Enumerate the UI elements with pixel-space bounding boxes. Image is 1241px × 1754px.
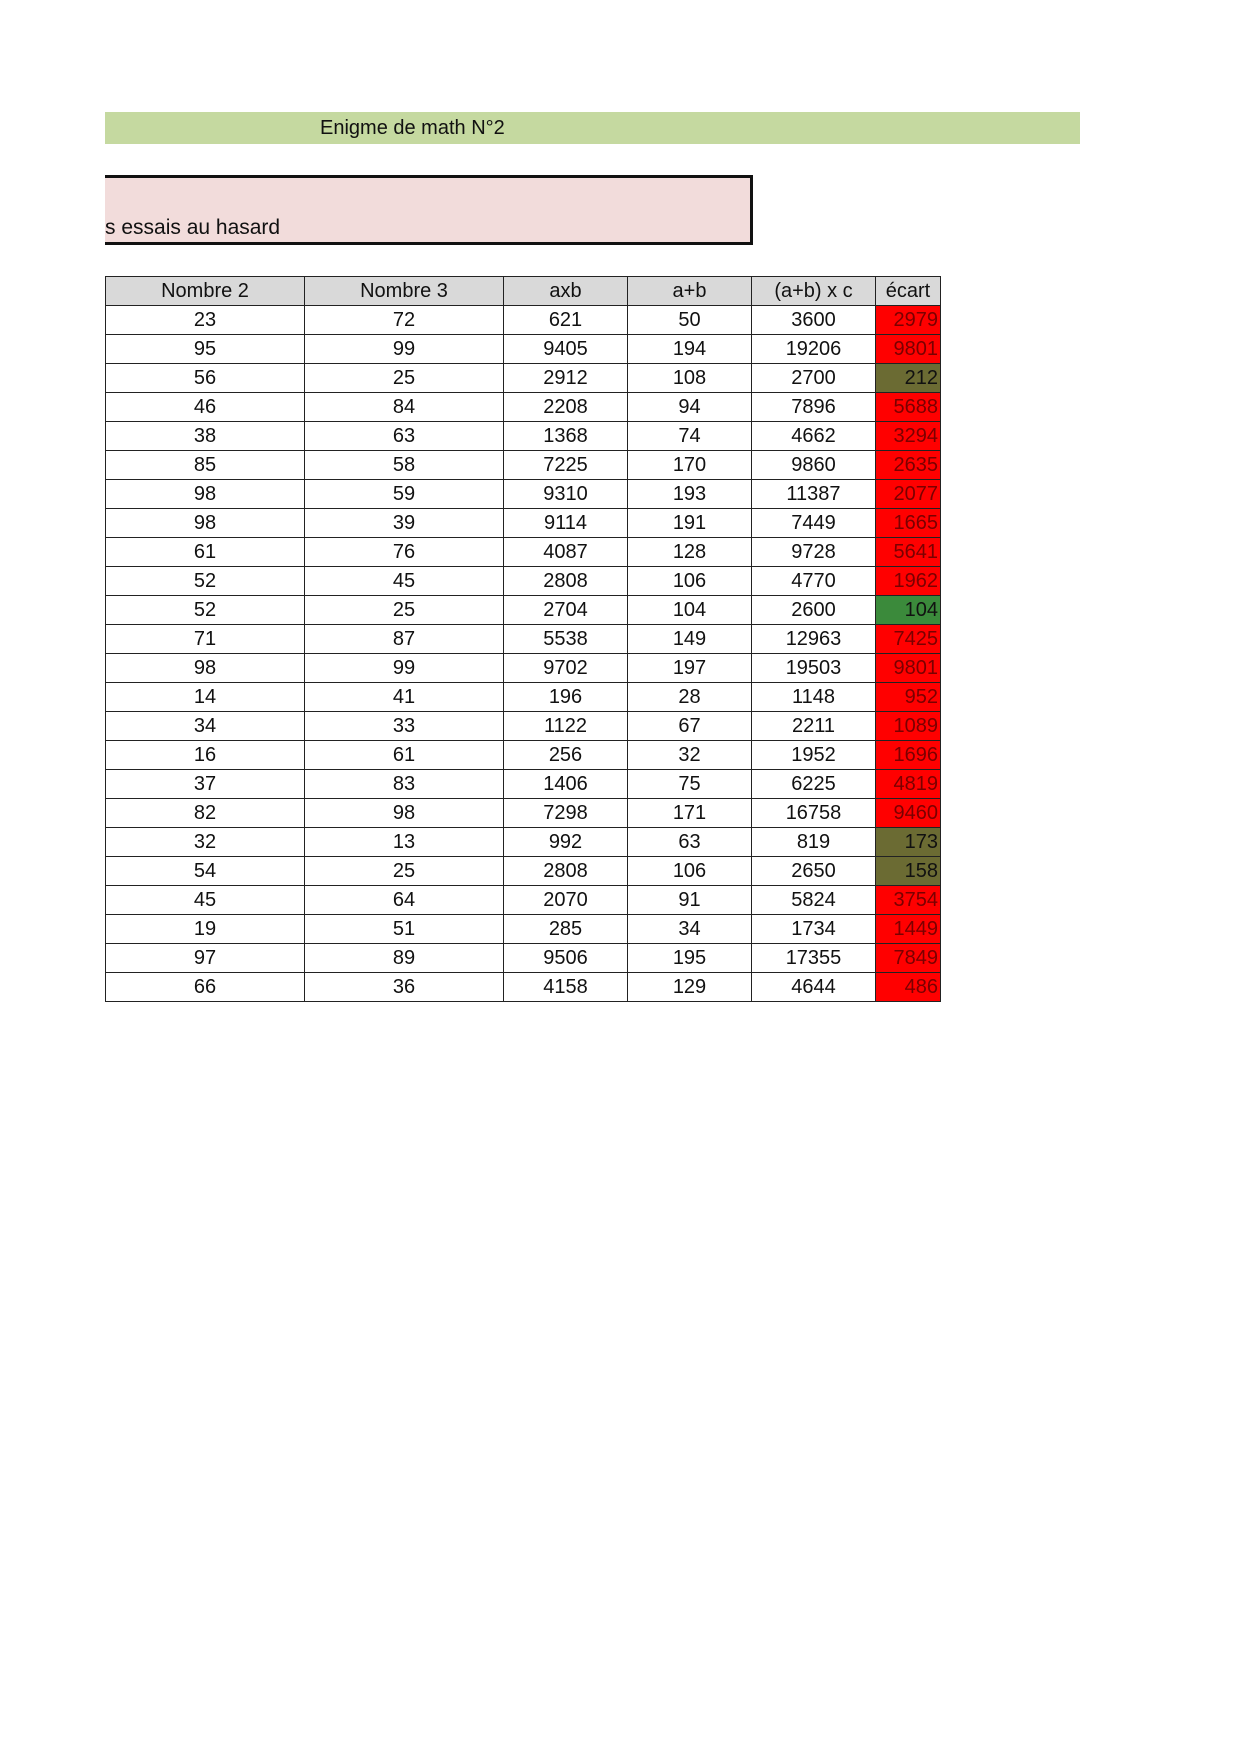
cell-nombre-2: 98 <box>106 654 305 683</box>
cell-a-plus-b-times-c: 1734 <box>752 915 876 944</box>
cell-ecart: 173 <box>876 828 941 857</box>
cell-nombre-3: 25 <box>305 596 504 625</box>
cell-axb: 7298 <box>504 799 628 828</box>
cell-nombre-2: 66 <box>106 973 305 1002</box>
cell-a-plus-b: 104 <box>628 596 752 625</box>
results-table <box>105 276 941 1002</box>
cell-axb: 9506 <box>504 944 628 973</box>
cell-nombre-3: 87 <box>305 625 504 654</box>
cell-a-plus-b-times-c: 2700 <box>752 364 876 393</box>
cell-axb: 7225 <box>504 451 628 480</box>
cell-nombre-3: 99 <box>305 335 504 364</box>
cell-nombre-2: 34 <box>106 712 305 741</box>
page-title: Enigme de math N°2 <box>320 117 505 139</box>
cell-nombre-3: 76 <box>305 538 504 567</box>
cell-ecart: 952 <box>876 683 941 712</box>
cell-nombre-2: 14 <box>106 683 305 712</box>
cell-nombre-2: 37 <box>106 770 305 799</box>
cell-a-plus-b: 67 <box>628 712 752 741</box>
cell-axb: 9702 <box>504 654 628 683</box>
cell-nombre-3: 58 <box>305 451 504 480</box>
cell-ecart: 2077 <box>876 480 941 509</box>
table-row <box>106 712 941 741</box>
table-row <box>106 828 941 857</box>
cell-a-plus-b-times-c: 4644 <box>752 973 876 1002</box>
table-row <box>106 306 941 335</box>
cell-ecart: 486 <box>876 973 941 1002</box>
cell-a-plus-b: 32 <box>628 741 752 770</box>
cell-axb: 1406 <box>504 770 628 799</box>
cell-nombre-2: 38 <box>106 422 305 451</box>
cell-a-plus-b: 128 <box>628 538 752 567</box>
cell-nombre-2: 32 <box>106 828 305 857</box>
cell-nombre-3: 63 <box>305 422 504 451</box>
cell-axb: 2070 <box>504 886 628 915</box>
cell-nombre-2: 16 <box>106 741 305 770</box>
cell-ecart: 5641 <box>876 538 941 567</box>
cell-a-plus-b-times-c: 7896 <box>752 393 876 422</box>
cell-a-plus-b: 194 <box>628 335 752 364</box>
cell-axb: 2808 <box>504 857 628 886</box>
cell-nombre-2: 54 <box>106 857 305 886</box>
cell-nombre-3: 98 <box>305 799 504 828</box>
cell-ecart: 1962 <box>876 567 941 596</box>
cell-nombre-2: 61 <box>106 538 305 567</box>
cell-ecart: 5688 <box>876 393 941 422</box>
cell-ecart: 104 <box>876 596 941 625</box>
cell-nombre-2: 19 <box>106 915 305 944</box>
cell-a-plus-b: 193 <box>628 480 752 509</box>
cell-a-plus-b: 170 <box>628 451 752 480</box>
cell-ecart: 3754 <box>876 886 941 915</box>
cell-nombre-3: 72 <box>305 306 504 335</box>
table-row <box>106 741 941 770</box>
cell-ecart: 4819 <box>876 770 941 799</box>
cell-a-plus-b: 74 <box>628 422 752 451</box>
cell-nombre-2: 71 <box>106 625 305 654</box>
table-row <box>106 393 941 422</box>
cell-ecart: 2635 <box>876 451 941 480</box>
table-row <box>106 509 941 538</box>
table-row <box>106 944 941 973</box>
cell-nombre-3: 64 <box>305 886 504 915</box>
cell-a-plus-b: 91 <box>628 886 752 915</box>
cell-ecart: 2979 <box>876 306 941 335</box>
cell-nombre-3: 25 <box>305 857 504 886</box>
cell-a-plus-b-times-c: 17355 <box>752 944 876 973</box>
cell-nombre-3: 61 <box>305 741 504 770</box>
cell-a-plus-b-times-c: 11387 <box>752 480 876 509</box>
cell-a-plus-b: 106 <box>628 567 752 596</box>
cell-ecart: 1696 <box>876 741 941 770</box>
cell-a-plus-b: 191 <box>628 509 752 538</box>
cell-ecart: 1089 <box>876 712 941 741</box>
cell-a-plus-b-times-c: 16758 <box>752 799 876 828</box>
cell-a-plus-b-times-c: 819 <box>752 828 876 857</box>
cell-nombre-3: 13 <box>305 828 504 857</box>
col-header-nombre-2: Nombre 2 <box>106 277 305 306</box>
cell-a-plus-b: 108 <box>628 364 752 393</box>
cell-a-plus-b-times-c: 19206 <box>752 335 876 364</box>
cell-a-plus-b: 50 <box>628 306 752 335</box>
cell-ecart: 9801 <box>876 335 941 364</box>
cell-a-plus-b-times-c: 2650 <box>752 857 876 886</box>
cell-a-plus-b: 94 <box>628 393 752 422</box>
table-row <box>106 915 941 944</box>
cell-nombre-3: 41 <box>305 683 504 712</box>
cell-nombre-2: 56 <box>106 364 305 393</box>
cell-ecart: 1665 <box>876 509 941 538</box>
cell-a-plus-b: 129 <box>628 973 752 1002</box>
table-row <box>106 422 941 451</box>
cell-a-plus-b-times-c: 12963 <box>752 625 876 654</box>
cell-nombre-2: 46 <box>106 393 305 422</box>
cell-axb: 2912 <box>504 364 628 393</box>
cell-nombre-2: 52 <box>106 567 305 596</box>
cell-ecart: 9460 <box>876 799 941 828</box>
cell-ecart: 3294 <box>876 422 941 451</box>
cell-a-plus-b-times-c: 1952 <box>752 741 876 770</box>
cell-axb: 196 <box>504 683 628 712</box>
col-header-nombre-3: Nombre 3 <box>305 277 504 306</box>
cell-axb: 256 <box>504 741 628 770</box>
cell-a-plus-b-times-c: 6225 <box>752 770 876 799</box>
note-text: s essais au hasard <box>105 216 281 239</box>
cell-nombre-2: 98 <box>106 509 305 538</box>
cell-a-plus-b: 28 <box>628 683 752 712</box>
cell-nombre-3: 25 <box>305 364 504 393</box>
cell-axb: 2808 <box>504 567 628 596</box>
cell-a-plus-b-times-c: 4662 <box>752 422 876 451</box>
cell-axb: 1122 <box>504 712 628 741</box>
cell-a-plus-b: 106 <box>628 857 752 886</box>
cell-axb: 9405 <box>504 335 628 364</box>
col-header-a-plus-b: a+b <box>628 277 752 306</box>
cell-nombre-2: 52 <box>106 596 305 625</box>
cell-ecart: 7425 <box>876 625 941 654</box>
cell-axb: 9114 <box>504 509 628 538</box>
cell-nombre-3: 36 <box>305 973 504 1002</box>
cell-axb: 5538 <box>504 625 628 654</box>
cell-nombre-2: 45 <box>106 886 305 915</box>
cell-nombre-3: 33 <box>305 712 504 741</box>
table-row <box>106 886 941 915</box>
cell-a-plus-b: 63 <box>628 828 752 857</box>
cell-ecart: 7849 <box>876 944 941 973</box>
table-row <box>106 973 941 1002</box>
cell-axb: 4158 <box>504 973 628 1002</box>
cell-a-plus-b: 195 <box>628 944 752 973</box>
cell-a-plus-b-times-c: 1148 <box>752 683 876 712</box>
cell-nombre-3: 45 <box>305 567 504 596</box>
col-header-a-plus-b-times-c: (a+b) x c <box>752 277 876 306</box>
cell-nombre-3: 39 <box>305 509 504 538</box>
cell-ecart: 1449 <box>876 915 941 944</box>
cell-nombre-3: 83 <box>305 770 504 799</box>
cell-axb: 2208 <box>504 393 628 422</box>
table-row <box>106 451 941 480</box>
table-row <box>106 596 941 625</box>
cell-axb: 1368 <box>504 422 628 451</box>
cell-a-plus-b-times-c: 5824 <box>752 886 876 915</box>
table-row <box>106 683 941 712</box>
col-header-axb: axb <box>504 277 628 306</box>
cell-a-plus-b-times-c: 2600 <box>752 596 876 625</box>
cell-nombre-3: 59 <box>305 480 504 509</box>
table-row <box>106 857 941 886</box>
col-header-ecart: écart <box>876 277 941 306</box>
table-row <box>106 799 941 828</box>
cell-axb: 285 <box>504 915 628 944</box>
table-row <box>106 480 941 509</box>
cell-a-plus-b: 149 <box>628 625 752 654</box>
cell-axb: 992 <box>504 828 628 857</box>
table-row <box>106 335 941 364</box>
cell-nombre-2: 95 <box>106 335 305 364</box>
cell-axb: 2704 <box>504 596 628 625</box>
cell-a-plus-b-times-c: 7449 <box>752 509 876 538</box>
table-header-row <box>106 277 941 306</box>
note-box <box>105 175 753 245</box>
title-banner <box>105 112 1080 144</box>
cell-a-plus-b: 171 <box>628 799 752 828</box>
cell-nombre-3: 89 <box>305 944 504 973</box>
table-row <box>106 538 941 567</box>
cell-nombre-2: 97 <box>106 944 305 973</box>
table-row <box>106 625 941 654</box>
cell-a-plus-b-times-c: 19503 <box>752 654 876 683</box>
table-row <box>106 364 941 393</box>
cell-nombre-3: 51 <box>305 915 504 944</box>
cell-a-plus-b-times-c: 2211 <box>752 712 876 741</box>
cell-nombre-2: 23 <box>106 306 305 335</box>
cell-nombre-3: 84 <box>305 393 504 422</box>
cell-a-plus-b: 34 <box>628 915 752 944</box>
table-row <box>106 654 941 683</box>
cell-a-plus-b: 197 <box>628 654 752 683</box>
cell-a-plus-b-times-c: 3600 <box>752 306 876 335</box>
table-row <box>106 567 941 596</box>
cell-a-plus-b-times-c: 9728 <box>752 538 876 567</box>
cell-nombre-3: 99 <box>305 654 504 683</box>
cell-ecart: 9801 <box>876 654 941 683</box>
cell-nombre-2: 82 <box>106 799 305 828</box>
cell-nombre-2: 98 <box>106 480 305 509</box>
cell-ecart: 158 <box>876 857 941 886</box>
cell-axb: 9310 <box>504 480 628 509</box>
cell-axb: 621 <box>504 306 628 335</box>
cell-nombre-2: 85 <box>106 451 305 480</box>
table-row <box>106 770 941 799</box>
cell-ecart: 212 <box>876 364 941 393</box>
cell-a-plus-b-times-c: 9860 <box>752 451 876 480</box>
cell-a-plus-b-times-c: 4770 <box>752 567 876 596</box>
cell-axb: 4087 <box>504 538 628 567</box>
cell-a-plus-b: 75 <box>628 770 752 799</box>
